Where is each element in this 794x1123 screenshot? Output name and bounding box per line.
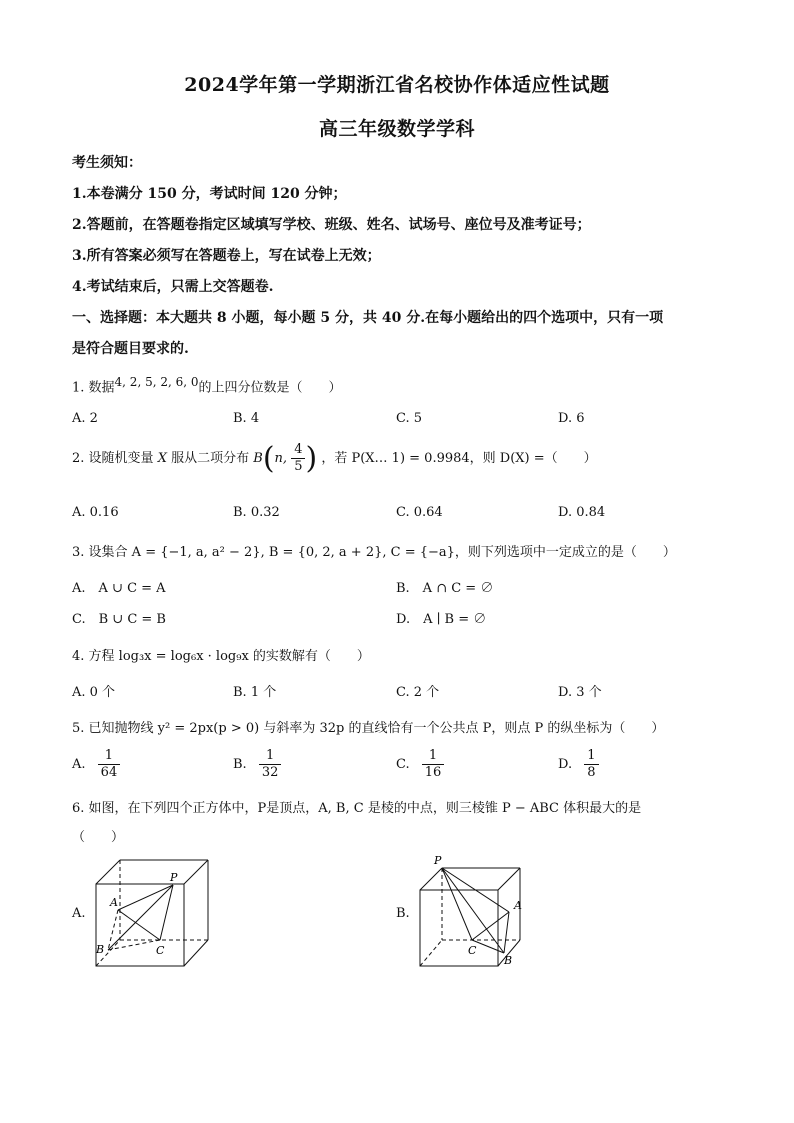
question-6: 6. 如图，在下列四个正方体中，P是顶点，A, B, C 是棱的中点，则三棱锥 P − ABC 体积最大的是	[72, 801, 642, 816]
question-2-binom: B	[253, 451, 263, 466]
page-title: 2024学年第一学期浙江省名校协作体适应性试题	[184, 74, 610, 96]
q2-option-b: B. 0.32	[233, 505, 280, 520]
q3-option-a: A. A ∪ C = A	[72, 581, 166, 596]
page-subtitle: 高三年级数学学科	[318, 118, 475, 140]
q2-option-c: C. 0.64	[396, 505, 443, 520]
question-2: 2. 设随机变量 X 服从二项分布 B(n, $\frac{4}{5}$ ) ，若 P(X… 1) = 0.9984，则 D(X) =（ ）	[72, 441, 597, 476]
q6-figure-b	[410, 852, 535, 977]
q5-option-a: A. $\frac{1}{64}$	[72, 748, 120, 781]
q5-option-b: B. $\frac{1}{32}$	[233, 748, 281, 781]
question-1-prefix: 1. 数据	[72, 380, 115, 396]
question-2-n: n,	[274, 451, 288, 466]
question-2-condition: ，若 P(X… 1) = 0.9984，则 D(X) =（ ）	[321, 451, 597, 466]
notice-item-4: 4.考试结束后，只需上交答题卷.	[72, 279, 274, 295]
question-1	[72, 375, 342, 395]
q2-option-a: A. 0.16	[72, 505, 119, 520]
q1-option-a: A. 2	[72, 411, 98, 426]
notice-heading: 考生须知：	[72, 155, 142, 171]
question-6-paren: （ ）	[72, 830, 125, 845]
q6-option-a-label: A.	[72, 906, 86, 921]
question-2-mid: 服从二项分布	[171, 451, 250, 466]
section-heading-line2: 是符合题目要求的.	[72, 341, 189, 357]
q3-option-c: C. B ∪ C = B	[72, 612, 166, 627]
question-2-prefix: 2. 设随机变量	[72, 451, 154, 466]
q1-option-c: C. 5	[396, 411, 423, 426]
fig-a-label-p: P	[170, 871, 178, 884]
q1-option-b: B. 4	[233, 411, 260, 426]
q6-option-b-label: B.	[396, 906, 410, 921]
section-heading-line1: 一、选择题：本大题共 8 小题，每小题 5 分，共 40 分.在每小题给出的四个选项中，只有一项	[72, 310, 664, 326]
q2-option-d: D. 0.84	[558, 505, 606, 520]
question-1-suffix: 的上四分位数是（ ）	[198, 380, 342, 396]
question-3: 3. 设集合 A = {−1, a, a² − 2}, B = {0, 2, a + 2}, C = {−a}，则下列选项中一定成立的是（ ）	[72, 545, 676, 560]
fig-a-label-a: A	[110, 896, 118, 909]
q3-option-d: D. A ∣ B = ∅	[396, 612, 487, 627]
fig-b-label-a: A	[514, 899, 522, 912]
q3-option-b: B. A ∩ C = ∅	[396, 581, 494, 596]
fig-b-label-p: P	[434, 854, 442, 867]
q6-figure-a	[88, 852, 218, 977]
fig-a-label-b: B	[96, 943, 105, 956]
q5-option-c: C. $\frac{1}{16}$	[396, 748, 444, 781]
question-2-fraction: $\frac{4}{5}$	[291, 442, 305, 475]
q4-option-a: A. 0 个	[72, 685, 116, 700]
question-4: 4. 方程 log₃x = log₆x · log₉x 的实数解有（ ）	[72, 649, 370, 664]
fig-b-label-c: C	[468, 944, 477, 957]
q5-option-d: D. $\frac{1}{8}$	[558, 748, 599, 781]
notice-item-3: 3.所有答案必须写在答题卷上，写在试卷上无效；	[72, 248, 381, 264]
question-1-data: 4, 2, 5, 2, 6, 0	[114, 375, 199, 389]
fig-b-label-b: B	[504, 954, 513, 967]
question-2-var: X	[157, 451, 167, 466]
fig-a-label-c: C	[156, 944, 165, 957]
q4-option-d: D. 3 个	[558, 685, 602, 700]
q4-option-c: C. 2 个	[396, 685, 440, 700]
q1-option-d: D. 6	[558, 411, 585, 426]
notice-item-1: 1.本卷满分 150 分，考试时间 120 分钟；	[72, 186, 347, 202]
notice-item-2: 2.答题前，在答题卷指定区域填写学校、班级、姓名、试场号、座位号及准考证号；	[72, 217, 591, 233]
question-5: 5. 已知抛物线 y² = 2px(p > 0) 与斜率为 32p 的直线恰有一个公共点 P，则点 P 的纵坐标为（ ）	[72, 721, 665, 736]
q4-option-b: B. 1 个	[233, 685, 277, 700]
